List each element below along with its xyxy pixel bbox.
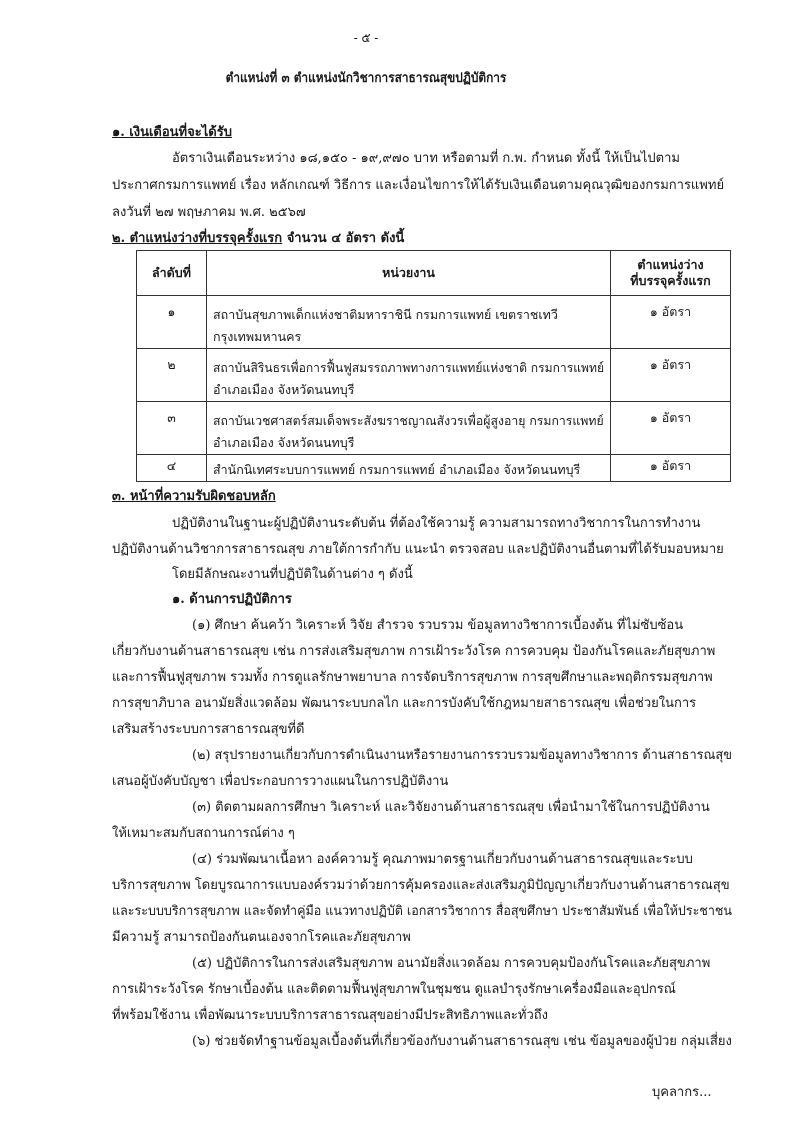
vacancy-heading: [112, 232, 404, 245]
vacancy-heading-suffix: จำนวน ๔ อัตรา ดังนี้: [286, 231, 405, 246]
duty-item-1-line: เกี่ยวกับงานด้านสาธารณสุข เช่น การส่งเสริมสุขภาพ การเฝ้าระวังโรค การควบคุม ป้องกันโรคและภัยสุขภาพ: [112, 644, 716, 659]
duty-item-4-line: และระบบบริการสุขภาพ และจัดทำคู่มือ แนวทางปฏิบัติ เอกสารวิชาการ สื่อสุขศึกษา ประชาสัมพันธ์ เพื่อให้ประชาชน: [112, 904, 732, 919]
row-number: ๓: [137, 402, 207, 455]
duty-item-6-line: (๖) ช่วยจัดทำฐานข้อมูลเบื้องต้นที่เกี่ยวข้องกับงานด้านสาธารณสุข เช่น ข้อมูลของผู้ป่วย กลุ่มเสี่ยง: [192, 1034, 732, 1049]
salary-line: ประกาศกรมการแพทย์ เรื่อง หลักเกณฑ์ วิธีการ และเงื่อนไขการให้ได้รับเงินเดือนตามคุณวุฒิของกรมการแพทย์: [112, 178, 725, 193]
duty-item-5-line: การเฝ้าระวังโรค รักษาเบื้องต้น และติดตามฟื้นฟูสุขภาพในชุมชน ดูแลบำรุงรักษาเครื่องมือและอุปกรณ์: [112, 982, 676, 997]
duty-item-5-line: ที่พร้อมใช้งาน เพื่อพัฒนาระบบบริการสาธารณสุขอย่างมีประสิทธิภาพและทั่วถึง: [112, 1008, 548, 1023]
vacancy-heading-text: ๒. ตำแหน่งว่างที่บรรจุครั้งแรก: [112, 231, 283, 246]
row-unit: [207, 349, 611, 402]
row-unit-line: อำเภอเมือง จังหวัดนนทบุรี: [213, 435, 355, 450]
row-unit: [207, 296, 611, 349]
duty-item-1-line: และการฟื้นฟูสุขภาพ รวมทั้ง การดูแลรักษาพยาบาล การจัดบริการสุขภาพ การสุขศึกษาและพฤติกรรมสุขภาพ: [112, 670, 713, 685]
salary-heading-text: ๑. เงินเดือนที่จะได้รับ: [112, 125, 232, 140]
row-number: ๑: [137, 296, 207, 349]
duties-heading-text: ๓. หน้าที่ความรับผิดชอบหลัก: [112, 489, 276, 504]
column-header-unit: หน่วยงาน: [207, 251, 611, 296]
duties-intro-line: ปฏิบัติงานในฐานะผู้ปฏิบัติงานระดับต้น ที่ต้องใช้ความรู้ ความสามารถทางวิชาการในการทำงาน: [172, 516, 701, 531]
column-header-positions-line: ตำแหน่งว่าง: [637, 256, 704, 272]
duty-item-2-line: (๒) สรุปรายงานเกี่ยวกับการดำเนินงานหรือรายงานการรวบรวมข้อมูลทางวิชาการ ด้านสาธารณสุข: [192, 748, 732, 763]
duty-item-3-line: ให้เหมาะสมกับสถานการณ์ต่าง ๆ: [112, 826, 295, 841]
table-row: [137, 349, 731, 402]
row-unit-line: สถาบันสิรินธรเพื่อการฟื้นฟูสมรรถภาพทางการแพทย์แห่งชาติ กรมการแพทย์: [213, 360, 605, 375]
vacancy-table: [136, 250, 731, 482]
duty-item-4-line: (๔) ร่วมพัฒนาเนื้อหา องค์ความรู้ คุณภาพมาตรฐานเกี่ยวกับงานด้านสาธารณสุขและระบบ: [192, 852, 693, 867]
salary-heading: [112, 126, 232, 139]
page-number: - ๕ -: [353, 31, 379, 46]
row-positions: ๑ อัตรา: [611, 296, 731, 349]
duties-heading: [112, 490, 276, 503]
continuation-text: บุคลากร...: [652, 1085, 712, 1100]
row-unit-line: อำเภอเมือง จังหวัดนนทบุรี: [213, 382, 355, 397]
row-number: ๒: [137, 349, 207, 402]
duty-item-5-line: (๕) ปฏิบัติการในการส่งเสริมสุขภาพ อนามัยสิ่งแวดล้อม การควบคุมป้องกันโรคและภัยสุขภาพ: [192, 956, 711, 971]
duty-item-1-line: เสริมสร้างระบบการสาธารณสุขที่ดี: [112, 722, 305, 737]
duties-intro-line: โดยมีลักษณะงานที่ปฏิบัติในด้านต่าง ๆ ดังนี้: [172, 567, 413, 582]
row-positions: ๑ อัตรา: [611, 349, 731, 402]
duty-item-1-line: การสุขาภิบาล อนามัยสิ่งแวดล้อม พัฒนาระบบกลไก และการบังคับใช้กฎหมายสาธารณสุข เพื่อช่วยในการ: [112, 696, 697, 711]
column-header-positions-line: ที่บรรจุครั้งแรก: [630, 273, 711, 288]
row-number: ๔: [137, 455, 207, 482]
duty-item-1-line: (๑) ศึกษา ค้นคว้า วิเคราะห์ วิจัย สำรวจ รวบรวม ข้อมูลทางวิชาการเบื้องต้น ที่ไม่ซับซ้อน: [192, 618, 684, 633]
row-unit-line: สถาบันเวชศาสตร์สมเด็จพระสังฆราชญาณสังวรเพื่อผู้สูงอายุ กรมการแพทย์: [213, 413, 604, 428]
row-unit: [207, 455, 611, 482]
duty-item-2-line: เสนอผู้บังคับบัญชา เพื่อประกอบการวางแผนในการปฏิบัติงาน: [112, 774, 449, 789]
row-unit-line: สำนักนิเทศระบบการแพทย์ กรมการแพทย์ อำเภอเมือง จังหวัดนนทบุรี: [213, 462, 581, 477]
duty-item-3-line: (๓) ติดตามผลการศึกษา วิเคราะห์ และวิจัยงานด้านสาธารณสุข เพื่อนำมาใช้ในการปฏิบัติงาน: [192, 800, 710, 815]
table-row: [137, 455, 731, 482]
row-positions: ๑ อัตรา: [611, 402, 731, 455]
table-row: [137, 296, 731, 349]
row-positions: ๑ อัตรา: [611, 455, 731, 482]
row-unit-line: สถาบันสุขภาพเด็กแห่งชาติมหาราชินี กรมการแพทย์ เขตราชเทวี: [213, 307, 558, 322]
operations-subheading: ๑. ด้านการปฏิบัติการ: [172, 592, 292, 607]
column-header-positions: [611, 251, 731, 296]
table-row: [137, 402, 731, 455]
salary-line: ลงวันที่ ๒๗ พฤษภาคม พ.ศ. ๒๕๖๗: [112, 205, 306, 220]
duty-item-4-line: บริการสุขภาพ โดยบูรณาการแบบองค์รวมว่าด้วยการคุ้มครองและส่งเสริมภูมิปัญญาเกี่ยวกับงานด้านสาธารณสุข: [112, 878, 730, 893]
row-unit: [207, 402, 611, 455]
row-unit-line: กรุงเทพมหานคร: [213, 329, 302, 344]
duties-intro-line: ปฏิบัติงานด้านวิชาการสาธารณสุข ภายใต้การกำกับ แนะนำ ตรวจสอบ และปฏิบัติงานอื่นตามที่ได้รับมอบหมาย: [112, 542, 724, 557]
table-header-row: [137, 251, 731, 296]
duty-item-4-line: มีความรู้ สามารถป้องกันตนเองจากโรคและภัยสุขภาพ: [112, 930, 411, 945]
salary-line: อัตราเงินเดือนระหว่าง ๑๘,๑๕๐ - ๑๙,๙๗๐ บาท หรือตามที่ ก.พ. กำหนด ทั้งนี้ ให้เป็นไปตาม: [172, 151, 680, 166]
page-title: ตำแหน่งที่ ๓ ตำแหน่งนักวิชาการสาธารณสุขปฏิบัติการ: [225, 71, 507, 86]
column-header-no: ลำดับที่: [137, 251, 207, 296]
